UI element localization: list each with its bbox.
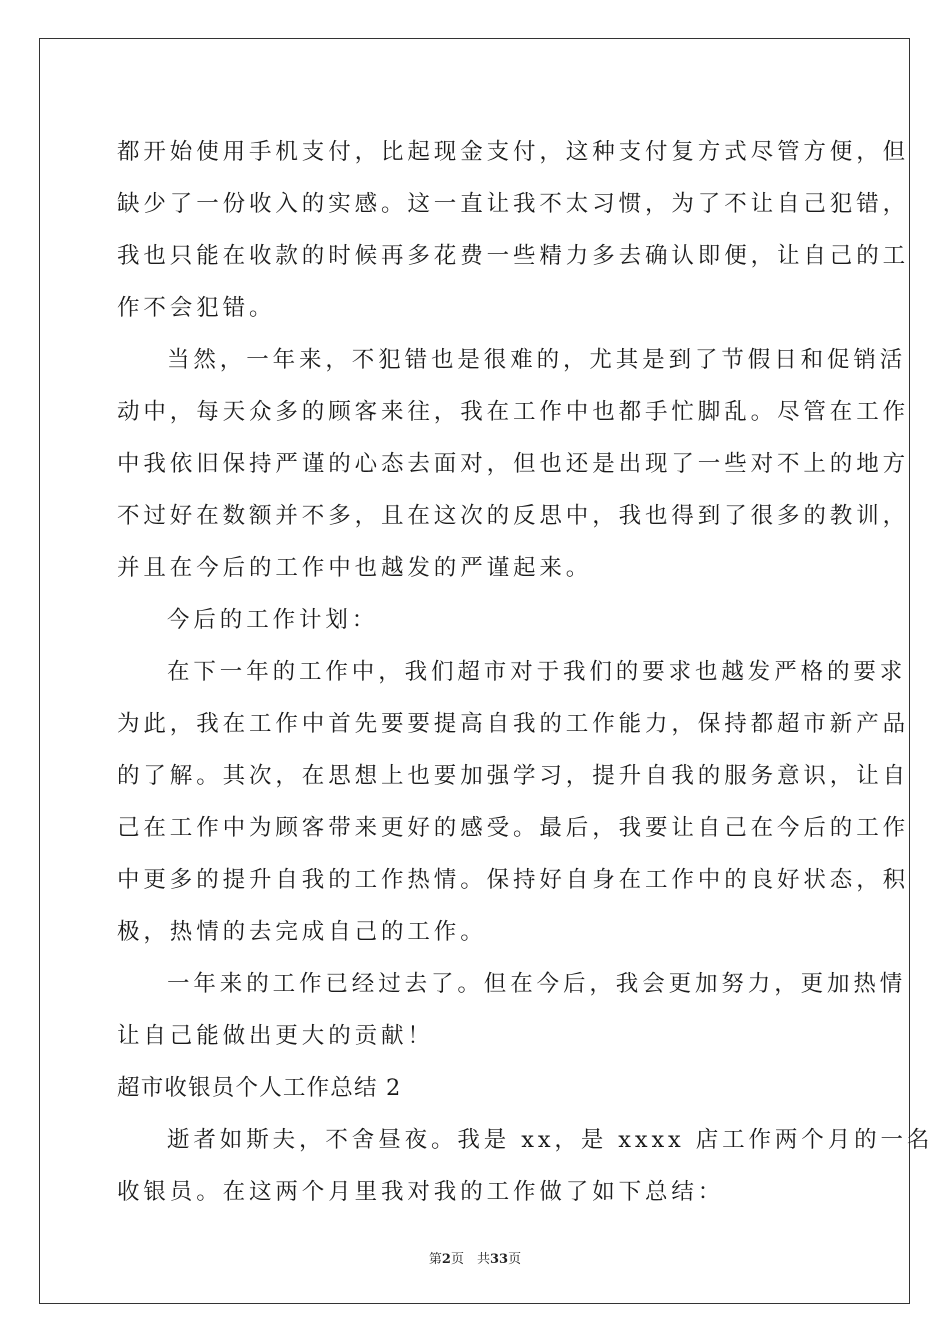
text-line: 为此，我在工作中首先要要提高自我的工作能力，保持都超市新产品	[117, 711, 910, 737]
text-line: 让自己能做出更大的贡献！	[117, 1023, 434, 1049]
text-line: 并且在今后的工作中也越发的严谨起来。	[117, 555, 593, 581]
text-line: 作不会犯错。	[117, 295, 276, 321]
current-page-number: 2	[441, 1252, 451, 1267]
paragraph-first-line: 在下一年的工作中，我们超市对于我们的要求也越发严格的要求	[167, 659, 907, 685]
text-line: 动中，每天众多的顾客来往，我在工作中也都手忙脚乱。尽管在工作	[117, 399, 910, 425]
paragraph-first-line: 一年来的工作已经过去了。但在今后，我会更加努力，更加热情	[167, 971, 907, 997]
plan-heading-line: 今后的工作计划：	[167, 607, 379, 633]
text-line: 缺少了一份收入的实感。这一直让我不太习惯，为了不让自己犯错，	[117, 191, 910, 217]
text-line: 的了解。其次，在思想上也要加强学习，提升自我的服务意识，让自	[117, 763, 910, 789]
footer-middle: 页 共	[450, 1252, 490, 1267]
text-line: 极，热情的去完成自己的工作。	[117, 919, 487, 945]
paragraph-first-line: 当然，一年来，不犯错也是很难的，尤其是到了节假日和促销活	[167, 347, 907, 373]
text-line: 中我依旧保持严谨的心态去面对，但也还是出现了一些对不上的地方	[117, 451, 910, 477]
footer-prefix: 第	[428, 1252, 442, 1267]
section-title: 超市收银员个人工作总结 2	[117, 1075, 402, 1101]
text-line: 己在工作中为顾客带来更好的感受。最后，我要让自己在今后的工作	[117, 815, 910, 841]
text-line: 不过好在数额并不多，且在这次的反思中，我也得到了很多的教训，	[117, 503, 910, 529]
text-line: 收银员。在这两个月里我对我的工作做了如下总结：	[117, 1179, 725, 1205]
total-pages-number: 33	[489, 1252, 509, 1267]
text-line: 我也只能在收款的时候再多花费一些精力多去确认即便，让自己的工	[117, 243, 910, 269]
footer-suffix: 页	[508, 1252, 522, 1267]
document-body	[117, 126, 934, 1218]
text-line: 都开始使用手机支付，比起现金支付，这种支付复方式尽管方便，但	[117, 139, 910, 165]
page-footer	[0, 1248, 950, 1267]
paragraph-first-line: 逝者如斯夫，不舍昼夜。我是 xx，是 xxxx 店工作两个月的一名	[167, 1127, 934, 1153]
text-line: 中更多的提升自我的工作热情。保持好自身在工作中的良好状态，积	[117, 867, 910, 893]
